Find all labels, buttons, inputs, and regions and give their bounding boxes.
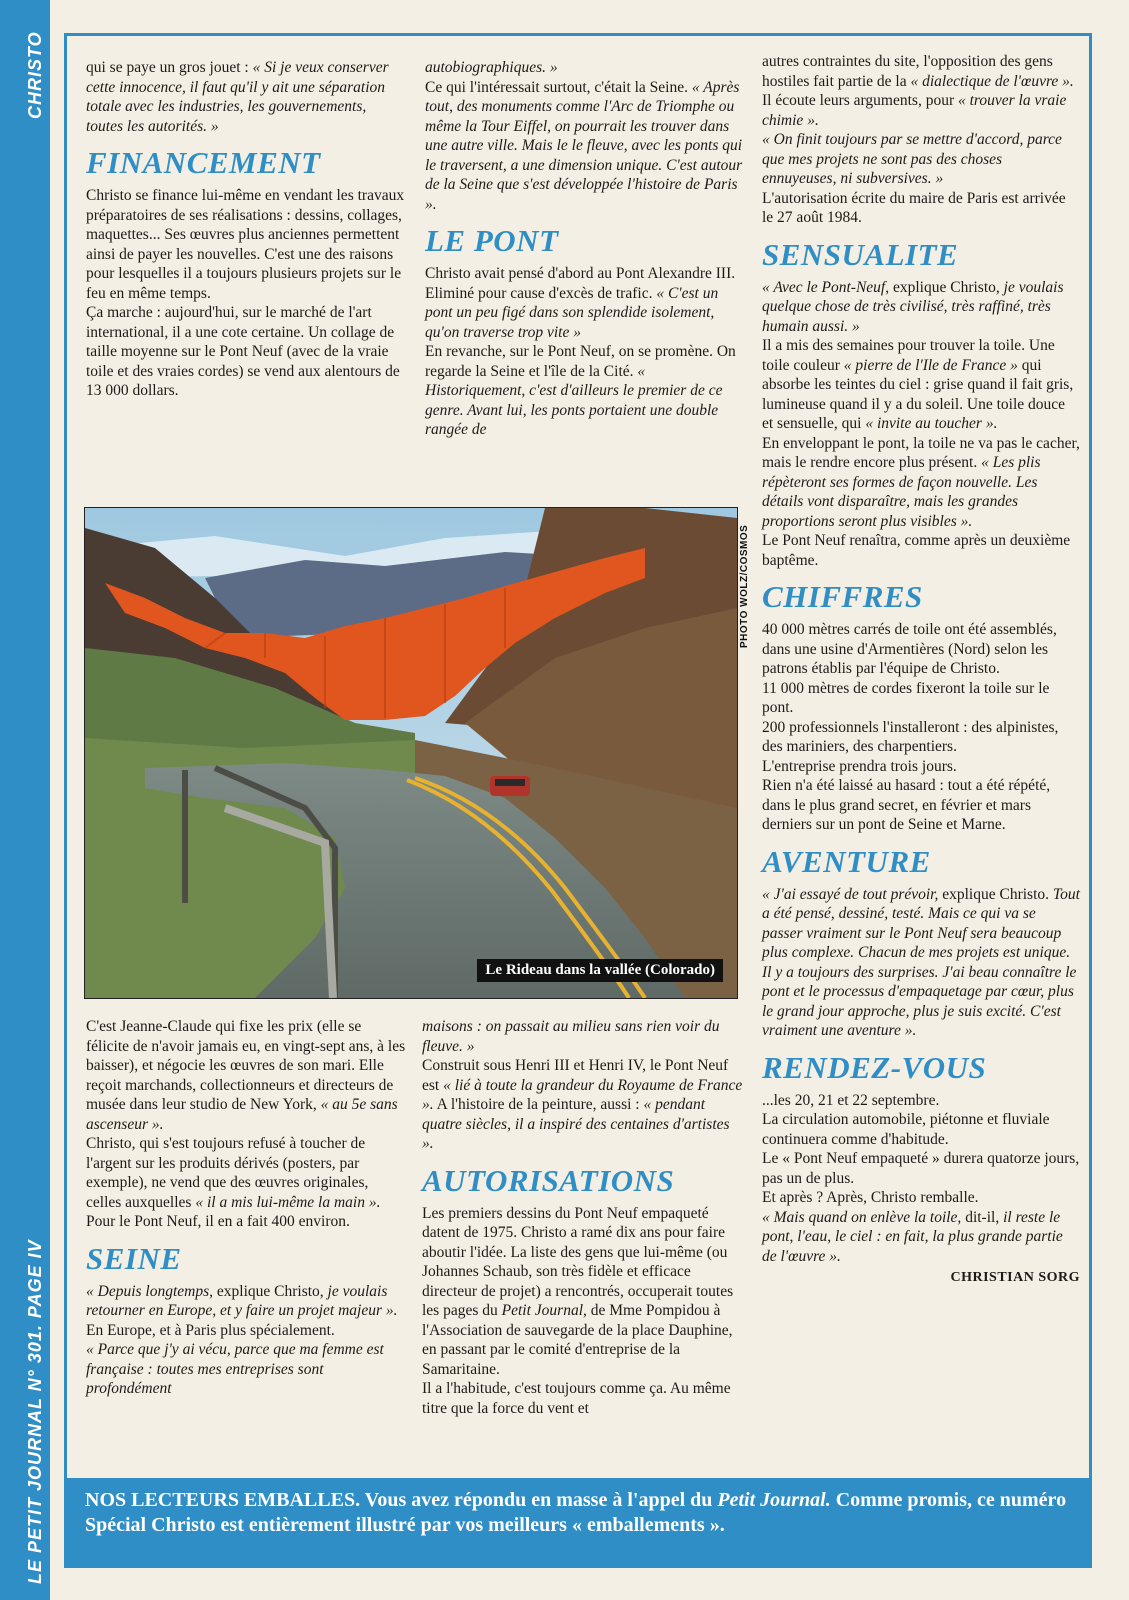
quote: « C'est un pont un peu figé dans son splendide isolement, qu'on traverse trop vite »	[425, 284, 719, 341]
text: Ce qui l'intéressait surtout, c'était la Seine.	[425, 78, 692, 96]
text: qui se paye un gros jouet :	[86, 59, 253, 76]
quote: « Si je veux conserver cette innocence, il faut qu'il y ait une séparation totale avec les industries, les gouvernements, toutes les autorités. »	[86, 59, 389, 135]
quote: « J'ai essayé de tout prévoir,	[762, 885, 939, 903]
quote: « Après tout, des monuments comme l'Arc de Triomphe ou même la Tour Eiffel, on pourrait les trouver dans une autre ville. Mais le le fleuve, avec les ponts qui le traversent, a une dimension unique. C'est autour de la Seine que s'est développée l'histoire de Paris ».	[425, 78, 743, 213]
text: qui absorbe les teintes du ciel : grise quand il fait gris, lumineuse quand il y a du soleil. Une toile douce et sensuelle, qui	[762, 356, 1074, 432]
column-2-top	[425, 58, 745, 440]
heading-autorisations: AUTORISATIONS	[422, 1162, 675, 1198]
paragraph	[425, 342, 745, 440]
paragraph: Rien n'a été laissé au hasard : tout a été répété, dans le plus grand secret, en février et mars derniers sur un pont de Seine et Marne.	[762, 777, 1051, 833]
publication-name: Petit Journal,	[501, 1302, 587, 1319]
paragraph	[762, 336, 1080, 434]
paragraph: La circulation automobile, piétonne et fluviale continuera comme d'habitude.	[762, 1111, 1050, 1148]
text: C'est Jeanne-Claude qui fixe les prix (elle se félicite de n'avoir jamais eu, en vingt-sept ans, à les baisser), et négocie les œuvres de son mari. Elle reçoit marchands, collectionneurs et directeurs de musée dans leur studio de New York,	[86, 1018, 406, 1113]
photo-illustration	[85, 508, 737, 998]
quote: je voulais retourner en Europe, et y faire un projet majeur ».	[86, 1282, 398, 1319]
publication-name: Petit Journal.	[717, 1489, 831, 1511]
quote: « On finit toujours par se mettre d'accord, parce que mes projets ne sont pas des choses ennuyeuses, ni subversives. »	[762, 131, 1062, 187]
paragraph	[86, 1134, 406, 1232]
quote: « au 5e sans ascenseur ».	[86, 1096, 398, 1133]
author-signature: CHRISTIAN SORG	[950, 1270, 1080, 1285]
paragraph: Il a l'habitude, c'est toujours comme ça. Au même titre que la force du vent et	[422, 1380, 731, 1417]
quote: « il a mis lui-même la main ».	[195, 1193, 381, 1211]
quote: « dialectique de l'œuvre ».	[910, 72, 1074, 90]
paragraph: Ça marche : aujourd'hui, sur le marché de l'art international, il a une cote certaine. Un collage de taille moyenne sur le Pont Neuf (avec de la vraie toile et des vraies cordes) se vend aux alentours de 13 000 dollars.	[86, 304, 400, 399]
paragraph	[762, 278, 1080, 337]
paragraph	[425, 58, 745, 78]
paragraph: Le « Pont Neuf empaqueté » durera quatorze jours, pas un de plus.	[762, 1150, 1080, 1187]
paragraph: L'autorisation écrite du maire de Paris est arrivée le 27 août 1984.	[762, 189, 1066, 226]
quote: « pierre de l'Ile de France »	[843, 356, 1018, 374]
text: En revanche, sur le Pont Neuf, on se promène. On regarde la Seine et l'île de la Cité.	[425, 343, 736, 380]
quote: autobiographiques. »	[425, 59, 558, 76]
paragraph	[425, 264, 745, 342]
paragraph: ...les 20, 21 et 22 septembre.	[762, 1091, 940, 1109]
heading-rendez-vous: RENDEZ-VOUS	[762, 1049, 987, 1085]
paragraph: Et après ? Après, Christo remballe.	[762, 1189, 979, 1206]
text: autres contraintes du site, l'opposition des gens hostiles fait partie de la	[762, 53, 1053, 90]
banner-text: Comme promis, ce numéro Spécial Christo est entièrement illustré par vos meilleurs « emballements ».	[85, 1489, 1067, 1536]
quote: « Mais quand on enlève la toile,	[762, 1208, 962, 1226]
paragraph	[86, 1017, 406, 1134]
heading-le-pont: LE PONT	[425, 223, 559, 258]
text: Christo avait pensé d'abord au Pont Alexandre III. Eliminé pour cause d'excès de trafic.	[425, 265, 736, 302]
text: dit-il,	[961, 1208, 1004, 1226]
quote: il reste le pont, l'eau, le ciel : en fait, la plus grande partie de l'œuvre ».	[762, 1208, 1063, 1265]
text: Les premiers dessins du Pont Neuf empaqueté datent de 1975. Christo a ramé dix ans pour faire aboutir l'idée. La liste des gens que lui-même (ou Johannes Schaub, son très fidèle et efficace directeur de projet) a rencontrés, occuperait toutes les pages du	[422, 1204, 734, 1319]
text: Il a mis des semaines pour trouver la toile. Une toile couleur	[762, 337, 1055, 374]
column-1-bottom	[86, 1017, 406, 1399]
photo-caption: Le Rideau dans la vallée (Colorado)	[477, 959, 723, 982]
heading-sensualite: SENSUALITE	[762, 236, 959, 272]
readers-banner	[67, 1478, 1089, 1565]
paragraph: 11 000 mètres de cordes fixeront la toile sur le pont.	[762, 679, 1050, 716]
quote: maisons : on passait au milieu sans rien voir du fleuve. »	[422, 1018, 720, 1055]
quote: « Historiquement, c'est d'ailleurs le premier de ce genre. Avant lui, les ponts portaient une double rangée de	[425, 362, 723, 438]
paragraph	[86, 1282, 406, 1321]
side-band	[0, 0, 50, 1600]
paragraph	[86, 58, 406, 136]
paragraph: Le Pont Neuf renaîtra, comme après un deuxième baptême.	[762, 532, 1071, 569]
quote: « Parce que j'y ai vécu, parce que ma femme est française : toutes mes entreprises sont profondément	[86, 1341, 384, 1397]
text: de Mme Pompidou à l'Association de sauvegarde de la place Dauphine, en passant par le comité d'entreprise de la Samaritaine.	[422, 1302, 733, 1378]
photo-credit: PHOTO WOLZ/COSMOS	[739, 524, 750, 648]
text: explique Christo,	[213, 1282, 328, 1300]
heading-chiffres: CHIFFRES	[762, 579, 923, 614]
text: Construit sous Henri III et Henri IV, le Pont Neuf est	[422, 1057, 729, 1094]
text: explique Christo.	[938, 885, 1053, 903]
column-3	[762, 52, 1080, 1288]
quote: « lié à toute la grandeur du Royaume de France ».	[422, 1076, 743, 1113]
paragraph: Christo se finance lui-même en vendant les travaux préparatoires de ses réalisations : dessins, collages, maquettes... Ses œuvres plus anciennes permettent ainsi de payer les nouvelles. C'est une des raisons pour lesquelles il a toujours plusieurs projets sur le feu en même temps.	[86, 187, 405, 302]
quote: Tout a été pensé, dessiné, testé. Mais ce qui va se passer vraiment sur le Pont Neuf sera beaucoup plus complexe. Chacun de mes projets est unique. Il y a toujours des surprises. J'ai beau connaître le pont et le processus d'empaquetage par cœur, plus le grand jour approche, plus je suis excité. C'est vraiment une aventure ».	[762, 885, 1080, 1039]
paragraph: En Europe, et à Paris plus spécialement.	[86, 1321, 335, 1339]
quote: « Avec le Pont-Neuf,	[762, 278, 890, 296]
paragraph	[762, 130, 1080, 189]
photo-valley-curtain	[84, 507, 738, 999]
column-1-top	[86, 58, 406, 401]
banner-text: NOS LECTEURS EMBALLES. Vous avez répondu en masse à l'appel du	[85, 1489, 718, 1511]
text: Pour le Pont Neuf, il en a fait 400 environ.	[86, 1213, 350, 1230]
heading-financement: FINANCEMENT	[86, 145, 321, 180]
issue-label: LE PETIT JOURNAL N° 301. PAGE IV	[25, 1239, 45, 1584]
quote: « Depuis longtemps,	[86, 1282, 214, 1300]
text: Christo, qui s'est toujours refusé à toucher de l'argent sur les produits dérivés (posters, par exemple), ne vend que des œuvres originales, celles auxquelles	[86, 1135, 369, 1211]
column-2-bottom	[422, 1017, 744, 1418]
quote: « Les plis répèteront ses formes de façon nouvelle. Les détails vont disparaître, mais les grandes proportions seront plus visibles ».	[762, 454, 1041, 530]
paragraph	[422, 1204, 744, 1380]
quote: « pendant quatre siècles, il a inspiré des centaines d'artistes ».	[422, 1096, 730, 1152]
paragraph	[762, 885, 1080, 1041]
quote: « trouver la vraie chimie ».	[762, 92, 1067, 129]
paragraph	[422, 1017, 744, 1056]
text: A l'histoire de la peinture, aussi :	[433, 1096, 644, 1113]
paragraph	[762, 1208, 1080, 1267]
text: En enveloppant le pont, la toile ne va pas le cacher, mais le rendre encore plus présent.	[762, 434, 1080, 471]
heading-seine: SEINE	[86, 1240, 182, 1276]
paragraph: 40 000 mètres carrés de toile ont été assemblés, dans une usine d'Armentières (Nord) selon les patrons établis par l'équipe de Christo.	[762, 621, 1057, 677]
paragraph	[425, 78, 745, 215]
section-label: CHRISTO	[25, 31, 45, 119]
paragraph	[422, 1056, 744, 1154]
text: Il écoute leurs arguments, pour	[762, 92, 958, 109]
text: explique Christo,	[889, 278, 1004, 296]
paragraph	[762, 434, 1080, 532]
quote: je voulais quelque chose de très civilisé, très raffiné, très humain aussi. »	[762, 278, 1064, 335]
paragraph: L'entreprise prendra trois jours.	[762, 757, 957, 775]
heading-aventure: AVENTURE	[762, 843, 931, 879]
paragraph	[762, 52, 1080, 130]
quote: « invite au toucher ».	[865, 415, 998, 432]
paragraph: 200 professionnels l'installeront : des alpinistes, des mariniers, des charpentiers.	[762, 718, 1059, 755]
paragraph	[86, 1340, 406, 1399]
